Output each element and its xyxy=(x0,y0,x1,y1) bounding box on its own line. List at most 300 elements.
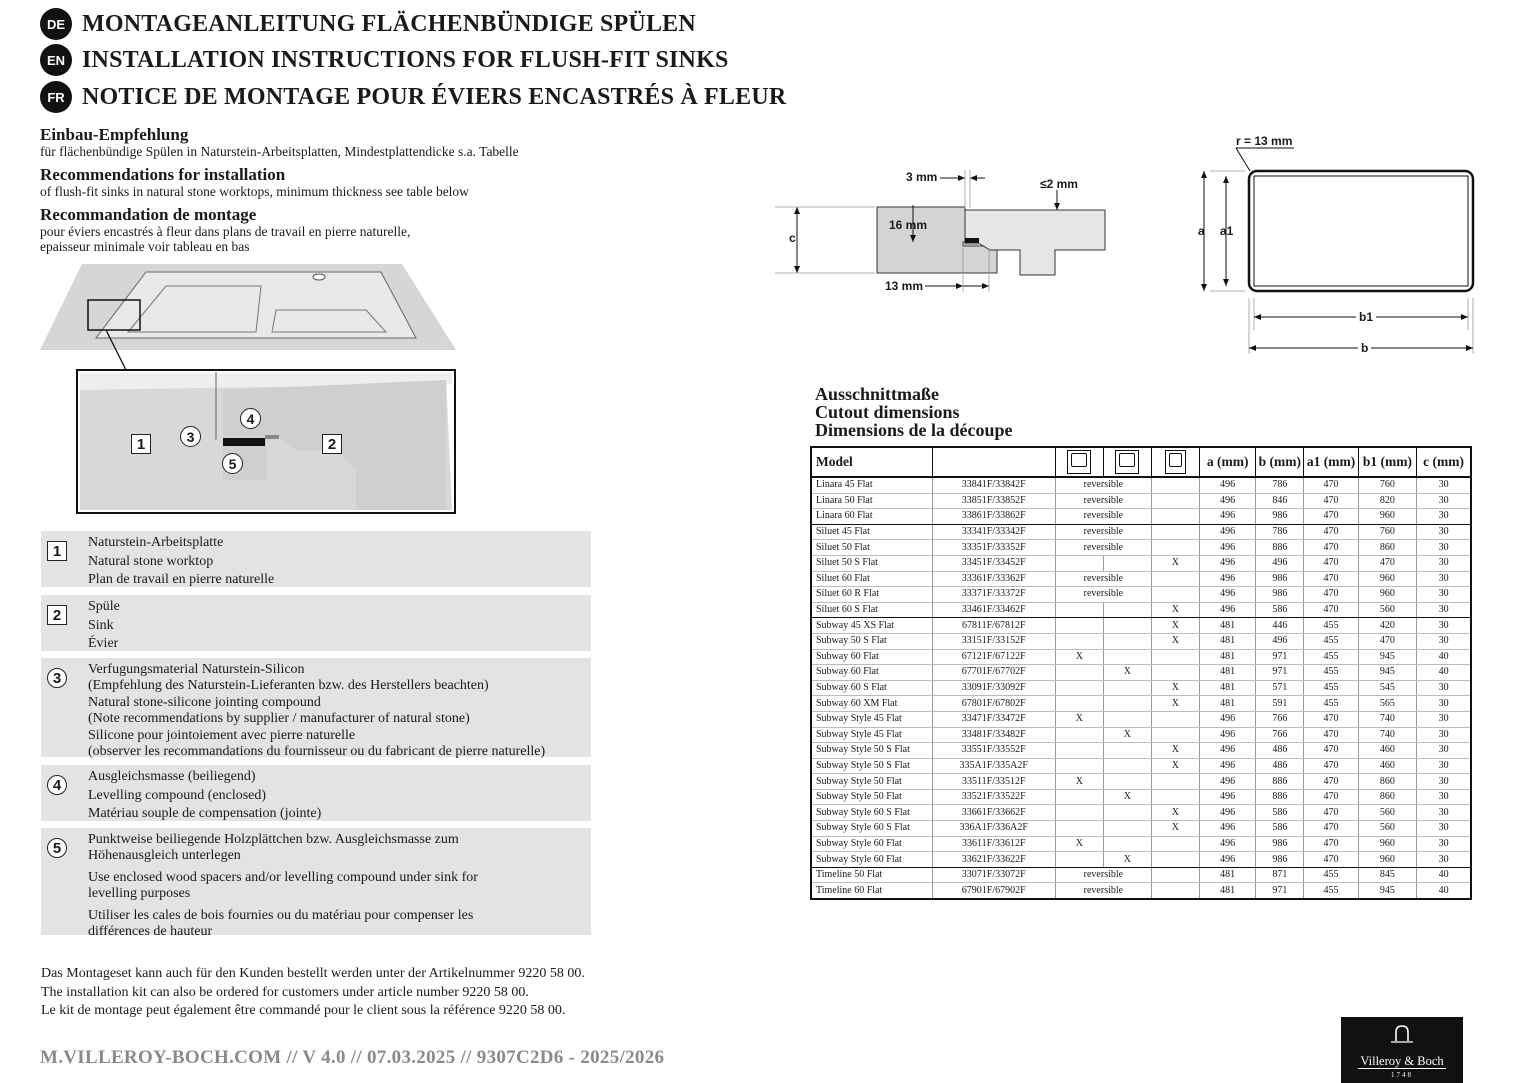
cell-a1: 470 xyxy=(1304,540,1358,556)
cell-model: Siluet 45 Flat xyxy=(811,524,932,540)
table-row xyxy=(811,789,1471,805)
cell-b: 786 xyxy=(1256,524,1304,540)
cell-a: 496 xyxy=(1199,602,1255,618)
cell-c: 30 xyxy=(1417,774,1471,790)
table-row xyxy=(811,555,1471,571)
cell-a1: 455 xyxy=(1304,633,1358,649)
cell-reversible: reversible xyxy=(1055,587,1151,603)
cell-a: 481 xyxy=(1199,618,1255,634)
cell-model: Subway Style 60 Flat xyxy=(811,852,932,868)
cell-shape-3: X xyxy=(1151,758,1199,774)
table-row xyxy=(811,649,1471,665)
legend-text-1 xyxy=(88,535,274,591)
cell-model: Subway 60 S Flat xyxy=(811,680,932,696)
cell-a: 496 xyxy=(1199,509,1255,525)
cell-shape-2 xyxy=(1103,633,1151,649)
cell-b: 786 xyxy=(1256,477,1304,493)
cell-a: 496 xyxy=(1199,493,1255,509)
table-row xyxy=(811,774,1471,790)
cell-b1: 760 xyxy=(1358,477,1416,493)
cell-shape-1 xyxy=(1055,789,1103,805)
cell-shape-1 xyxy=(1055,633,1103,649)
cutout-heading-fr: Dimensions de la découpe xyxy=(815,420,1013,440)
table-header-row xyxy=(811,447,1471,477)
cell-article: 33151F/33152F xyxy=(932,633,1055,649)
cell-b: 886 xyxy=(1256,540,1304,556)
cell-reversible: reversible xyxy=(1055,867,1151,883)
cell-reversible: reversible xyxy=(1055,883,1151,899)
cell-model: Subway 50 S Flat xyxy=(811,633,932,649)
cell-a: 496 xyxy=(1199,805,1255,821)
legend-item-4 xyxy=(41,765,591,821)
cell-a: 496 xyxy=(1199,836,1255,852)
cell-a1: 470 xyxy=(1304,477,1358,493)
legend-text-5 xyxy=(88,832,478,939)
cell-model: Siluet 50 Flat xyxy=(811,540,932,556)
legend-number-2: 2 xyxy=(47,605,67,625)
cell-a: 481 xyxy=(1199,665,1255,681)
cell-b: 986 xyxy=(1256,509,1304,525)
cell-reversible: reversible xyxy=(1055,524,1151,540)
cell-b: 871 xyxy=(1256,867,1304,883)
cell-c: 30 xyxy=(1417,493,1471,509)
cell-shape-3 xyxy=(1151,509,1199,525)
table-row xyxy=(811,696,1471,712)
cell-shape-2 xyxy=(1103,618,1151,634)
cell-b: 496 xyxy=(1256,633,1304,649)
cell-shape-1: X xyxy=(1055,836,1103,852)
header-shape-1 xyxy=(1055,447,1103,477)
lang-badge-en: EN xyxy=(40,44,72,76)
cell-c: 30 xyxy=(1417,633,1471,649)
label-3mm: 3 mm xyxy=(906,170,938,184)
cell-a1: 470 xyxy=(1304,836,1358,852)
cell-article: 33511F/33512F xyxy=(932,774,1055,790)
cell-a: 496 xyxy=(1199,711,1255,727)
cell-b: 586 xyxy=(1256,821,1304,837)
cell-article: 33471F/33472F xyxy=(932,711,1055,727)
header-article xyxy=(932,447,1055,477)
cell-c: 30 xyxy=(1417,602,1471,618)
cell-b1: 960 xyxy=(1358,587,1416,603)
recommendation-de xyxy=(40,126,519,159)
cutout-heading xyxy=(815,385,1013,439)
cell-article: 33351F/33352F xyxy=(932,540,1055,556)
legend-line: (observer les recommandations du fournisseur ou du fabricant de pierre naturelle) xyxy=(88,743,546,759)
callout-3: 3 xyxy=(180,426,201,447)
cell-b1: 460 xyxy=(1358,758,1416,774)
villeroy-boch-logo xyxy=(1341,1017,1463,1083)
cell-b1: 945 xyxy=(1358,665,1416,681)
cell-c: 40 xyxy=(1417,649,1471,665)
table-row xyxy=(811,602,1471,618)
lang-badge-fr: FR xyxy=(40,81,72,113)
cell-b1: 960 xyxy=(1358,571,1416,587)
cell-shape-1 xyxy=(1055,665,1103,681)
cell-b: 571 xyxy=(1256,680,1304,696)
cutout-heading-de: Ausschnittmaße xyxy=(815,384,940,404)
cell-b: 986 xyxy=(1256,836,1304,852)
cell-article: 33341F/33342F xyxy=(932,524,1055,540)
title-fr: NOTICE DE MONTAGE POUR ÉVIERS ENCASTRÉS À FLEUR xyxy=(82,83,787,110)
cell-c: 30 xyxy=(1417,743,1471,759)
cell-a1: 470 xyxy=(1304,805,1358,821)
sink-left-bowl-icon xyxy=(1071,453,1087,467)
recommendation-sub-fr: pour éviers encastrés à fleur dans plans de travail en pierre naturelle, xyxy=(40,224,411,239)
table-row xyxy=(811,727,1471,743)
cell-a1: 470 xyxy=(1304,587,1358,603)
cell-reversible: reversible xyxy=(1055,477,1151,493)
footer-reference: M.VILLEROY-BOCH.COM // V 4.0 // 07.03.2025 // 9307C2D6 - 2025/2026 xyxy=(40,1047,665,1068)
cell-b: 971 xyxy=(1256,883,1304,899)
cell-c: 30 xyxy=(1417,789,1471,805)
cell-b1: 565 xyxy=(1358,696,1416,712)
callout-4: 4 xyxy=(240,408,261,429)
lang-badge-de: DE xyxy=(40,8,72,40)
cell-shape-2: X xyxy=(1103,665,1151,681)
cell-shape-3: X xyxy=(1151,696,1199,712)
cell-b1: 960 xyxy=(1358,836,1416,852)
cell-b1: 560 xyxy=(1358,602,1416,618)
title-en: INSTALLATION INSTRUCTIONS FOR FLUSH-FIT SINKS xyxy=(82,46,729,73)
cell-shape-2 xyxy=(1103,821,1151,837)
legend-line: levelling purposes xyxy=(88,885,191,901)
header-model: Model xyxy=(811,447,932,477)
cell-b1: 860 xyxy=(1358,774,1416,790)
header-shape-2 xyxy=(1103,447,1151,477)
cell-a1: 455 xyxy=(1304,665,1358,681)
cell-b1: 845 xyxy=(1358,867,1416,883)
cell-shape-3 xyxy=(1151,711,1199,727)
table-row xyxy=(811,821,1471,837)
label-c: c xyxy=(789,231,796,245)
legend-line: Plan de travail en pierre naturelle xyxy=(88,572,275,587)
cell-c: 30 xyxy=(1417,540,1471,556)
table-row xyxy=(811,540,1471,556)
cell-shape-3 xyxy=(1151,774,1199,790)
cell-article: 67121F/67122F xyxy=(932,649,1055,665)
cell-b1: 945 xyxy=(1358,649,1416,665)
legend-text-2 xyxy=(88,599,120,655)
cell-b: 886 xyxy=(1256,789,1304,805)
cell-b: 971 xyxy=(1256,649,1304,665)
table-row xyxy=(811,836,1471,852)
cell-shape-1 xyxy=(1055,852,1103,868)
table-row xyxy=(811,758,1471,774)
table-row xyxy=(811,743,1471,759)
cell-shape-2: X xyxy=(1103,852,1151,868)
cell-reversible: reversible xyxy=(1055,509,1151,525)
cell-a1: 470 xyxy=(1304,789,1358,805)
cell-a: 496 xyxy=(1199,789,1255,805)
cell-article: 67811F/67812F xyxy=(932,618,1055,634)
label-a: a xyxy=(1198,224,1205,238)
legend-number-3: 3 xyxy=(47,668,67,688)
cell-article: 336A1F/336A2F xyxy=(932,821,1055,837)
cell-shape-1: X xyxy=(1055,711,1103,727)
cell-shape-2 xyxy=(1103,555,1151,571)
cell-article: 33851F/33852F xyxy=(932,493,1055,509)
cell-shape-2 xyxy=(1103,836,1151,852)
cell-a1: 470 xyxy=(1304,758,1358,774)
cell-a1: 455 xyxy=(1304,696,1358,712)
legend-line: Natural stone-silicone jointing compound xyxy=(88,695,321,710)
legend-line: différences de hauteur xyxy=(88,923,213,939)
cell-b1: 545 xyxy=(1358,680,1416,696)
legend-item-5 xyxy=(41,828,591,939)
cell-shape-3: X xyxy=(1151,680,1199,696)
cell-a: 496 xyxy=(1199,571,1255,587)
cell-shape-3 xyxy=(1151,883,1199,899)
cell-shape-1 xyxy=(1055,821,1103,837)
cell-a1: 470 xyxy=(1304,711,1358,727)
table-row xyxy=(811,493,1471,509)
cell-article: 33461F/33462F xyxy=(932,602,1055,618)
cell-a: 496 xyxy=(1199,743,1255,759)
cell-b: 971 xyxy=(1256,665,1304,681)
label-radius: r = 13 mm xyxy=(1236,134,1293,148)
order-note-en: The installation kit can also be ordered for customers under article number 9220 58 00. xyxy=(41,984,529,1000)
cell-reversible: reversible xyxy=(1055,571,1151,587)
cell-shape-1: X xyxy=(1055,649,1103,665)
cell-shape-2 xyxy=(1103,743,1151,759)
legend-line: Natural stone worktop xyxy=(88,553,214,569)
cell-b: 986 xyxy=(1256,852,1304,868)
cell-model: Subway Style 60 Flat xyxy=(811,836,932,852)
cell-a1: 470 xyxy=(1304,509,1358,525)
cell-a: 496 xyxy=(1199,821,1255,837)
cell-article: 33861F/33862F xyxy=(932,509,1055,525)
cell-a: 481 xyxy=(1199,696,1255,712)
title-row-fr xyxy=(40,81,786,113)
label-b: b xyxy=(1358,341,1371,355)
cell-shape-1: X xyxy=(1055,774,1103,790)
cell-b1: 760 xyxy=(1358,524,1416,540)
cell-model: Subway Style 50 Flat xyxy=(811,774,932,790)
label-13mm: 13 mm xyxy=(885,279,924,293)
cell-model: Linara 60 Flat xyxy=(811,509,932,525)
cell-shape-2 xyxy=(1103,805,1151,821)
cell-b: 591 xyxy=(1256,696,1304,712)
tap-hole xyxy=(313,274,325,280)
cell-b: 586 xyxy=(1256,805,1304,821)
cell-model: Timeline 60 Flat xyxy=(811,883,932,899)
table-row xyxy=(811,509,1471,525)
cell-shape-3 xyxy=(1151,727,1199,743)
cell-a1: 470 xyxy=(1304,602,1358,618)
cell-c: 30 xyxy=(1417,821,1471,837)
cell-a: 496 xyxy=(1199,852,1255,868)
cell-b1: 470 xyxy=(1358,555,1416,571)
cell-shape-1 xyxy=(1055,727,1103,743)
cell-c: 30 xyxy=(1417,758,1471,774)
cell-model: Subway Style 50 S Flat xyxy=(811,743,932,759)
cell-c: 40 xyxy=(1417,665,1471,681)
cell-a: 481 xyxy=(1199,680,1255,696)
cell-shape-3 xyxy=(1151,852,1199,868)
cell-article: 33371F/33372F xyxy=(932,587,1055,603)
cell-shape-2 xyxy=(1103,711,1151,727)
legend-line: Naturstein-Arbeitsplatte xyxy=(88,535,224,550)
cell-a: 496 xyxy=(1199,477,1255,493)
callout-5: 5 xyxy=(222,453,243,474)
legend-text-4 xyxy=(88,769,321,825)
legend-line: Höhenausgleich unterlegen xyxy=(88,847,241,863)
cell-shape-3: X xyxy=(1151,602,1199,618)
order-notes xyxy=(41,965,585,1021)
title-row-en xyxy=(40,44,729,76)
cell-a: 496 xyxy=(1199,758,1255,774)
cell-reversible: reversible xyxy=(1055,493,1151,509)
cell-model: Subway 60 Flat xyxy=(811,649,932,665)
cell-c: 40 xyxy=(1417,883,1471,899)
table-row xyxy=(811,680,1471,696)
cell-article: 33521F/33522F xyxy=(932,789,1055,805)
recommendation-en xyxy=(40,166,469,199)
cell-b1: 960 xyxy=(1358,852,1416,868)
cell-shape-3 xyxy=(1151,649,1199,665)
cell-c: 30 xyxy=(1417,524,1471,540)
cell-shape-3 xyxy=(1151,789,1199,805)
order-note-de: Das Montageset kann auch für den Kunden bestellt werden unter der Artikelnummer 9220 58 00. xyxy=(41,966,585,981)
cell-article: 33481F/33482F xyxy=(932,727,1055,743)
legend-number-4: 4 xyxy=(47,775,67,795)
legend-item-2 xyxy=(41,595,591,651)
cell-model: Subway Style 50 Flat xyxy=(811,789,932,805)
cell-shape-3 xyxy=(1151,836,1199,852)
cell-shape-1 xyxy=(1055,618,1103,634)
cell-shape-3 xyxy=(1151,493,1199,509)
logo-year: 1748 xyxy=(1391,1071,1413,1079)
cell-c: 30 xyxy=(1417,571,1471,587)
cell-shape-3: X xyxy=(1151,805,1199,821)
header-c: c (mm) xyxy=(1417,447,1471,477)
cell-a: 481 xyxy=(1199,867,1255,883)
table-row xyxy=(811,867,1471,883)
levelling-compound-shape xyxy=(223,438,265,446)
cell-b1: 860 xyxy=(1358,789,1416,805)
cell-b: 886 xyxy=(1256,774,1304,790)
cell-shape-1 xyxy=(1055,602,1103,618)
cell-a: 496 xyxy=(1199,774,1255,790)
cell-c: 30 xyxy=(1417,852,1471,868)
legend-number-1: 1 xyxy=(47,541,67,561)
header-b1: b1 (mm) xyxy=(1358,447,1416,477)
cell-a: 481 xyxy=(1199,633,1255,649)
cell-a1: 455 xyxy=(1304,618,1358,634)
cutout-heading-en: Cutout dimensions xyxy=(815,402,960,422)
cell-article: 67701F/67702F xyxy=(932,665,1055,681)
legend-line: Levelling compound (enclosed) xyxy=(88,787,267,803)
legend-line: Matériau souple de compensation (jointe) xyxy=(88,806,322,821)
cell-c: 30 xyxy=(1417,696,1471,712)
cell-model: Siluet 60 R Flat xyxy=(811,587,932,603)
cell-shape-3 xyxy=(1151,587,1199,603)
cell-article: 33551F/33552F xyxy=(932,743,1055,759)
legend-line: Silicone pour jointoiement avec pierre naturelle xyxy=(88,728,356,743)
cell-a: 496 xyxy=(1199,524,1255,540)
recommendation-sub-en: of flush-fit sinks in natural stone worktops, minimum thickness see table below xyxy=(40,184,469,199)
cell-shape-1 xyxy=(1055,805,1103,821)
cell-a: 496 xyxy=(1199,587,1255,603)
cell-model: Subway 60 Flat xyxy=(811,665,932,681)
cell-shape-3: X xyxy=(1151,555,1199,571)
cell-b: 986 xyxy=(1256,571,1304,587)
table-body xyxy=(811,477,1471,899)
cell-b1: 470 xyxy=(1358,633,1416,649)
cell-shape-1 xyxy=(1055,743,1103,759)
cell-shape-2 xyxy=(1103,602,1151,618)
cell-model: Siluet 60 S Flat xyxy=(811,602,932,618)
header-a: a (mm) xyxy=(1199,447,1255,477)
table-row xyxy=(811,587,1471,603)
cell-article: 33451F/33452F xyxy=(932,555,1055,571)
cell-article: 33621F/33622F xyxy=(932,852,1055,868)
recommendation-sub2-fr: epaisseur minimale voir tableau en bas xyxy=(40,239,250,254)
cutout-inner xyxy=(1254,176,1468,286)
cell-model: Siluet 60 Flat xyxy=(811,571,932,587)
cell-b: 846 xyxy=(1256,493,1304,509)
cell-shape-1 xyxy=(1055,758,1103,774)
table-row xyxy=(811,571,1471,587)
cell-shape-3 xyxy=(1151,665,1199,681)
legend-line: (Note recommendations by supplier / manufacturer of natural stone) xyxy=(88,710,470,726)
cell-c: 30 xyxy=(1417,509,1471,525)
cell-a1: 470 xyxy=(1304,524,1358,540)
cell-a1: 455 xyxy=(1304,883,1358,899)
logo-mark-icon xyxy=(1341,1017,1463,1047)
wood-spacer-shape xyxy=(265,435,279,439)
legend-line: Verfugungsmaterial Naturstein-Silicon xyxy=(88,662,305,677)
legend-text-3 xyxy=(88,662,545,759)
sink-single-bowl-icon xyxy=(1169,453,1182,467)
cell-a: 496 xyxy=(1199,727,1255,743)
order-note-fr: Le kit de montage peut également être commandé pour le client sous la référence 9220 58 00. xyxy=(41,1003,566,1018)
table-row xyxy=(811,633,1471,649)
cell-a1: 470 xyxy=(1304,555,1358,571)
cell-b1: 560 xyxy=(1358,805,1416,821)
cell-c: 30 xyxy=(1417,805,1471,821)
recommendation-heading-fr: Recommandation de montage xyxy=(40,205,257,224)
cell-b1: 460 xyxy=(1358,743,1416,759)
cell-a: 496 xyxy=(1199,540,1255,556)
cell-b: 486 xyxy=(1256,743,1304,759)
cell-c: 30 xyxy=(1417,727,1471,743)
cell-a: 481 xyxy=(1199,649,1255,665)
cell-c: 30 xyxy=(1417,711,1471,727)
cell-b1: 740 xyxy=(1358,711,1416,727)
cell-model: Subway Style 60 S Flat xyxy=(811,805,932,821)
cutout-dimensions-table xyxy=(810,446,1472,900)
legend-line: Spüle xyxy=(88,599,120,614)
cell-c: 30 xyxy=(1417,836,1471,852)
cell-b: 486 xyxy=(1256,758,1304,774)
cell-shape-2 xyxy=(1103,680,1151,696)
cell-b1: 960 xyxy=(1358,509,1416,525)
cell-shape-1 xyxy=(1055,696,1103,712)
recommendation-sub-de: für flächenbündige Spülen in Naturstein-Arbeitsplatten, Mindestplattendicke s.a. Tabelle xyxy=(40,144,519,159)
cell-a1: 470 xyxy=(1304,743,1358,759)
cell-model: Subway 60 XM Flat xyxy=(811,696,932,712)
cell-model: Timeline 50 Flat xyxy=(811,867,932,883)
title-row-de xyxy=(40,8,696,40)
cell-shape-2 xyxy=(1103,696,1151,712)
table-row xyxy=(811,665,1471,681)
title-de: MONTAGEANLEITUNG FLÄCHENBÜNDIGE SPÜLEN xyxy=(82,10,696,37)
sink-right-bowl-icon xyxy=(1119,453,1135,467)
table-row xyxy=(811,524,1471,540)
cell-reversible: reversible xyxy=(1055,540,1151,556)
